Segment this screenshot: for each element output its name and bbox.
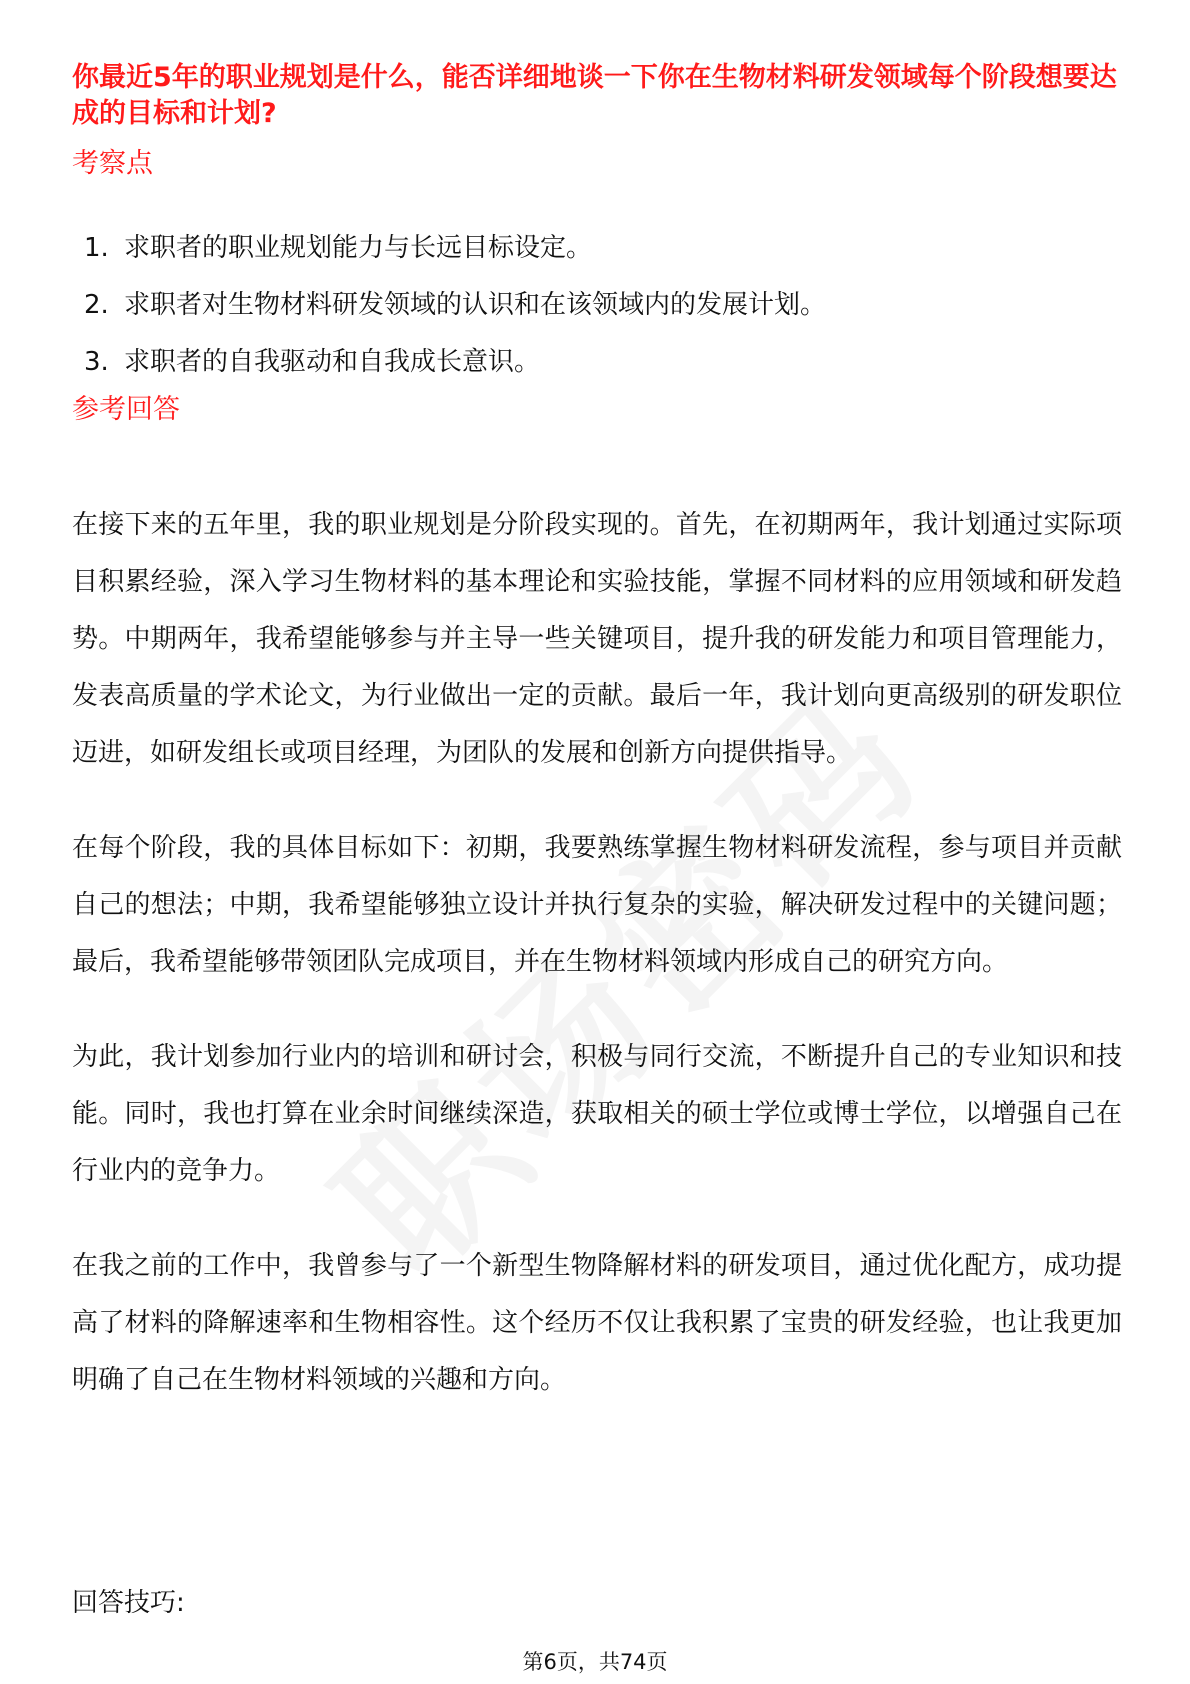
answer-paragraph: 在接下来的五年里，我的职业规划是分阶段实现的。首先，在初期两年，我计划通过实际项目积累经验，深入学习生物材料的基本理论和实验技能，掌握不同材料的应用领域和研发趋势。中期两年，我希望能够参与并主导一些关键项目，提升我的研发能力和项目管理能力，发表高质量的学术论文，为行业做出一定的贡献。最后一年，我计划向更高级别的研发职位迈进，如研发组长或项目经理，为团队的发展和创新方向提供指导。 bbox=[72, 510, 1122, 768]
points-heading: 考察点 bbox=[72, 148, 153, 179]
list-item-text: 求职者对生物材料研发领域的认识和在该领域内的发展计划。 bbox=[124, 290, 827, 320]
list-item-number: 1. bbox=[84, 233, 109, 263]
list-item-number: 3. bbox=[84, 347, 109, 377]
tips-label: 回答技巧: bbox=[72, 1588, 185, 1618]
list-item bbox=[84, 344, 1124, 401]
points-list bbox=[84, 230, 1124, 401]
list-item-text: 求职者的职业规划能力与长远目标设定。 bbox=[124, 233, 593, 263]
list-item-text: 求职者的自我驱动和自我成长意识。 bbox=[124, 347, 541, 377]
answer-paragraph: 在每个阶段，我的具体目标如下：初期，我要熟练掌握生物材料研发流程，参与项目并贡献自己的想法；中期，我希望能够独立设计并执行复杂的实验，解决研发过程中的关键问题；最后，我希望能够带领团队完成项目，并在生物材料领域内形成自己的研究方向。 bbox=[72, 833, 1122, 977]
answer-heading: 参考回答 bbox=[72, 394, 180, 425]
answer-paragraph: 在我之前的工作中，我曾参与了一个新型生物降解材料的研发项目，通过优化配方，成功提高了材料的降解速率和生物相容性。这个经历不仅让我积累了宝贵的研发经验，也让我更加明确了自己在生物材料领域的兴趣和方向。 bbox=[72, 1251, 1122, 1395]
list-item bbox=[84, 287, 1124, 344]
answer-body bbox=[72, 497, 1122, 1447]
question-title: 你最近5年的职业规划是什么，能否详细地谈一下你在生物材料研发领域每个阶段想要达成的目标和计划? bbox=[72, 62, 1117, 129]
answer-paragraph: 为此，我计划参加行业内的培训和研讨会，积极与同行交流，不断提升自己的专业知识和技能。同时，我也打算在业余时间继续深造，获取相关的硕士学位或博士学位，以增强自己在行业内的竞争力。 bbox=[72, 1042, 1122, 1186]
list-item bbox=[84, 230, 1124, 287]
page-footer: 第6页，共74页 bbox=[522, 1650, 668, 1674]
list-item-number: 2. bbox=[84, 290, 109, 320]
